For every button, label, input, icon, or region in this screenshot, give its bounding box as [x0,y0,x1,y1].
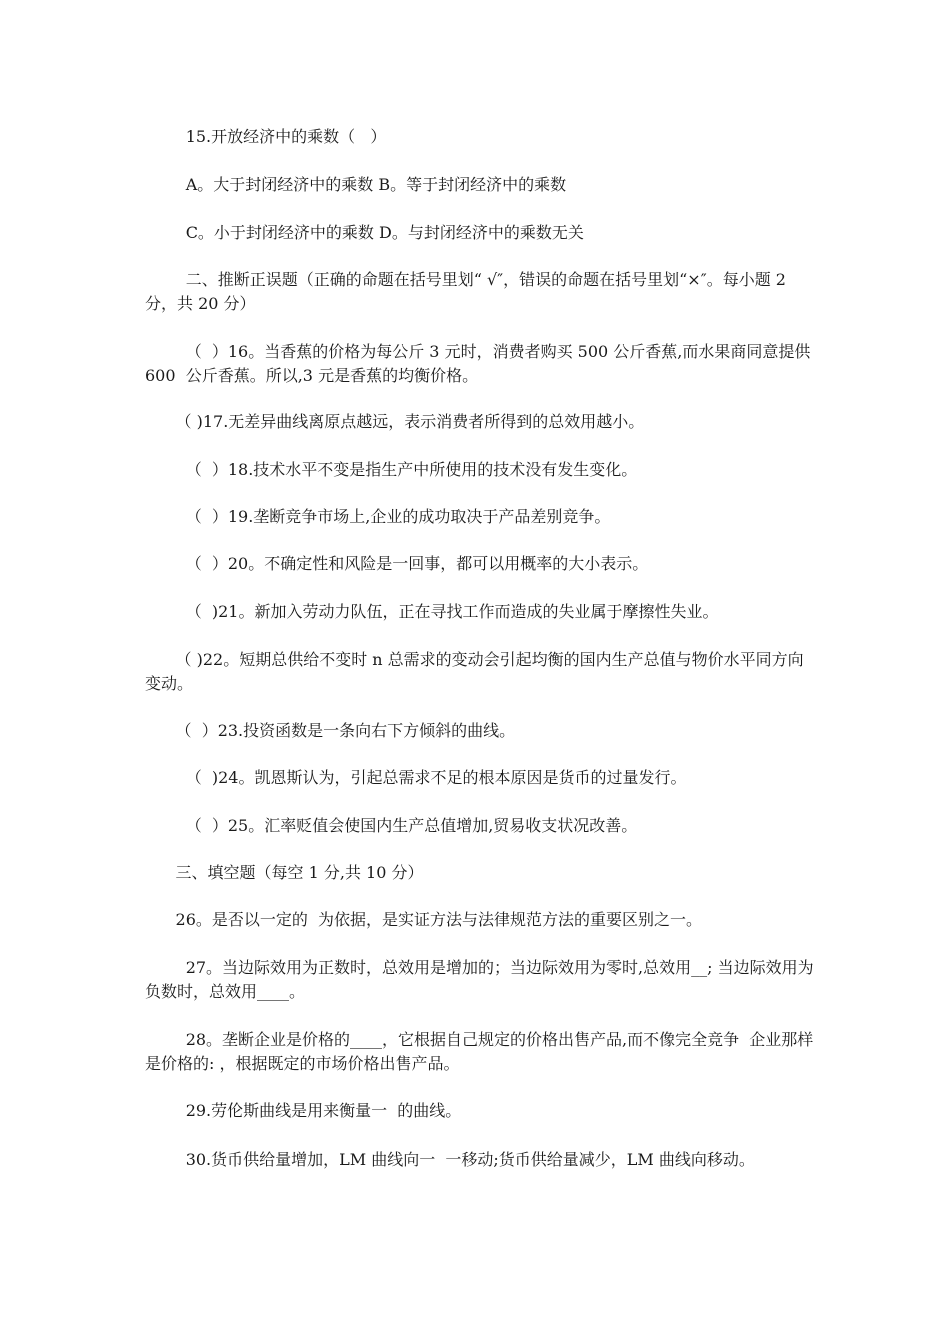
question-16: （ ）16。当香蕉的价格为每公斤 3 元时，消费者购买 500 公斤香蕉,而水果商同意提供 600 公斤香蕉。所以,3 元是香蕉的均衡价格。 [145,342,816,385]
question-22: （ )22。短期总供给不变时 n 总需求的变动会引起均衡的国内生产总值与物价水平同方向 变动。 [145,650,814,693]
question-15-options-cd: C。小于封闭经济中的乘数 D。与封闭经济中的乘数无关 [145,223,584,242]
question-19: （ ）19.垄断竞争市场上,企业的成功取决于产品差别竞争。 [145,507,611,526]
question-29: 29.劳伦斯曲线是用来衡量一 的曲线。 [145,1101,462,1120]
question-15: 15.开放经济中的乘数（ ） [145,127,387,146]
question-28: 28。垄断企业是价格的____，它根据自己规定的价格出售产品,而不像完全竞争 企业那样是价格的: ，根据既定的市场价格出售产品。 [145,1030,814,1073]
question-21: （ )21。新加入劳动力队伍，正在寻找工作而造成的失业属于摩擦性失业。 [145,602,719,621]
question-17: （ )17.无差异曲线离原点越远，表示消费者所得到的总效用越小。 [145,412,645,431]
question-30: 30.货币供给量增加，LM 曲线向一 一移动;货币供给量减少，LM 曲线向移动。 [145,1150,755,1169]
question-25: （ ）25。汇率贬值会使国内生产总值增加,贸易收支状况改善。 [145,816,638,835]
question-20: （ ）20。不确定性和风险是一回事，都可以用概率的大小表示。 [145,554,649,573]
question-23: （ ）23.投资函数是一条向右下方倾斜的曲线。 [145,721,516,740]
question-15-options-ab: A。大于封闭经济中的乘数 B。等于封闭经济中的乘数 [145,175,567,194]
section-3-heading: 三、填空题（每空 1 分,共 10 分） [145,863,424,882]
question-27: 27。当边际效用为正数时，总效用是增加的；当边际效用为零时,总效用__; 当边际效用为负数时，总效用____。 [145,958,814,1001]
section-2-heading: 二、推断正误题（正确的命题在括号里划“ √″，错误的命题在括号里划“×″。每小题 2 分，共 20 分） [145,270,792,313]
question-18: （ ）18.技术水平不变是指生产中所使用的技术没有发生变化。 [145,460,638,479]
question-24: （ )24。凯恩斯认为，引起总需求不足的根本原因是货币的过量发行。 [145,768,687,787]
question-26: 26。是否以一定的 为依据，是实证方法与法律规范方法的重要区别之一。 [145,910,703,929]
